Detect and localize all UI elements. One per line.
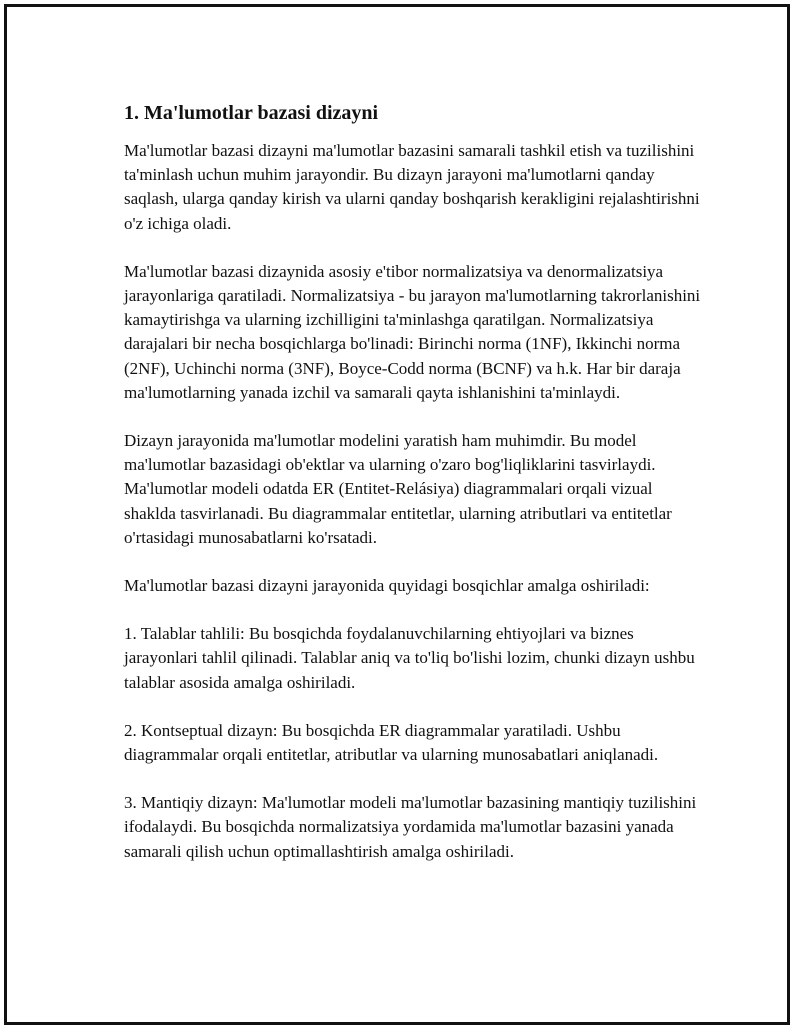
paragraph-stage-conceptual: 2. Kontseptual dizayn: Bu bosqichda ER diagrammalar yaratiladi. Ushbu diagrammalar orqali entitetlar, atributlar va ularning munosabatlari aniqlanadi. [124, 720, 659, 765]
paragraph-intro: Ma'lumotlar bazasi dizayni ma'lumotlar bazasini samarali tashkil etish va tuzilishini ta'minlash uchun muhim jarayondir. Bu dizayn jarayoni ma'lumotlarni qanday saqlash, ularga qanday kirish va ularni qanday boshqarish kerakligini rejalashtirishni o'z ichiga oladi. [124, 141, 700, 233]
paragraph-stage-logical: 3. Mantiqiy dizayn: Ma'lumotlar modeli ma'lumotlar bazasining mantiqiy tuzilishini ifodalaydi. Bu bosqichda normalizatsiya yordamida ma'lumotlar bazasini yanada samarali qilish uchun optimallashtirish amalga oshiriladi. [124, 793, 697, 861]
page-frame [4, 4, 790, 1025]
paragraph-normalization: Ma'lumotlar bazasi dizaynida asosiy e'tibor normalizatsiya va denormalizatsiya jarayonlariga qaratiladi. Normalizatsiya - bu jarayon ma'lumotlarning takrorlanishini kamaytirishga va ularning izchilligini ta'minlashga qaratilgan. Normalizatsiya darajalari bir necha bosqichlarga bo'linadi: Birinchi norma (1NF), Ikkinchi norma (2NF), Uchinchi norma (3NF), Boyce-Codd norma (BCNF) va h.k. Har bir daraja ma'lumotlarning yanada izchil va samarali qayta ishlanishini ta'minlaydi. [124, 261, 701, 402]
section-title: 1. Ma'lumotlar bazasi dizayni [124, 102, 379, 124]
document-body [124, 101, 704, 888]
paragraph-data-model: Dizayn jarayonida ma'lumotlar modelini yaratish ham muhimdir. Bu model ma'lumotlar bazasidagi ob'ektlar va ularning o'zaro bog'liqliklarini tasvirlaydi. Ma'lumotlar modeli odatda ER (Entitet-Relásiya) diagrammalari orqali vizual shaklda tasvirlanadi. Bu diagrammalar entitetlar, ularning atributlari va entitetlar o'rtasidagi munosabatlarni ko'rsatadi. [124, 431, 672, 547]
paragraph-stage-requirements: 1. Talablar tahlili: Bu bosqichda foydalanuvchilarning ehtiyojlari va biznes jarayonlari tahlil qilinadi. Talablar aniq va to'liq bo'lishi lozim, chunki dizayn ushbu talablar asosida amalga oshiriladi. [124, 624, 695, 692]
paragraph-stages-intro: Ma'lumotlar bazasi dizayni jarayonida quyidagi bosqichlar amalga oshiriladi: [124, 576, 650, 596]
